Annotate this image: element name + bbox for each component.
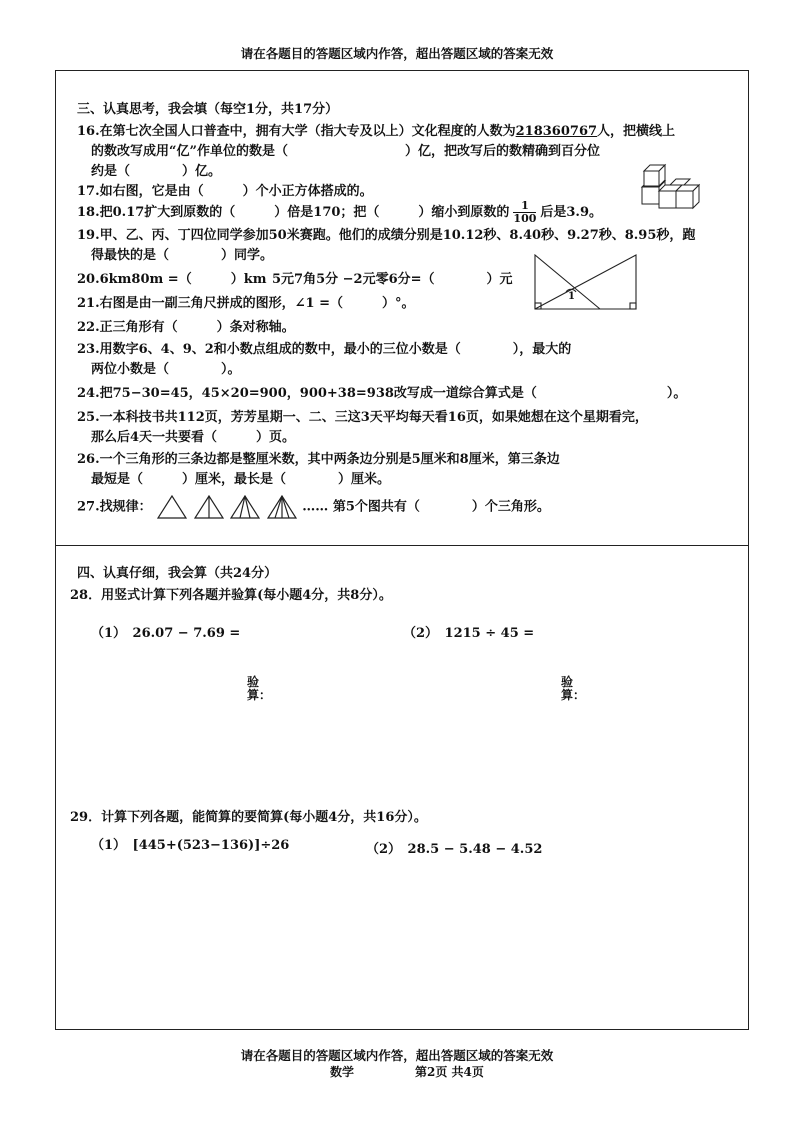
q29-title: 29．计算下列各题，能简算的要简算(每小题4分，共16分）。 xyxy=(70,810,427,825)
q25-line2: 那么后4天一共要看（ ）页。 xyxy=(91,430,296,445)
q16-line3: 约是（ ）亿。 xyxy=(91,164,222,179)
q20-part-b: 5元7角5分 −2元零6分=（ ）元 xyxy=(272,272,513,287)
q19-line2: 得最快的是（ ）同学。 xyxy=(91,248,274,263)
q29-part1: （1） [445+(523−136)]÷26 xyxy=(91,838,290,853)
q23-line1: 23.用数字6、4、9、2和小数点组成的数中，最小的三位小数是（ ），最大的 xyxy=(77,342,572,357)
section4-title: 四、认真仔细，我会算（共24分） xyxy=(77,566,278,581)
q26-line1: 26.一个三角形的三条边都是整厘米数，其中两条边分别是5厘米和8厘米，第三条边 xyxy=(77,452,560,467)
q18: 18.把0.17扩大到原数的（ ）倍是170；把（ ）缩小到原数的 $\frac{1}{100}$ 后是3.9。 xyxy=(77,199,603,225)
q26-line2: 最短是（ ）厘米，最长是（ ）厘米。 xyxy=(91,472,391,487)
q16-line2: 的数改写成用“亿”作单位的数是（ ）亿，把改写后的数精确到百分位 xyxy=(91,144,600,159)
q17: 17.如右图，它是由（ ）个小正方体搭成的。 xyxy=(77,184,373,199)
q28-part2: （2） 1215 ÷ 45 = xyxy=(403,626,535,641)
q20-part-a: 20.6km80m =（ ）km xyxy=(77,272,267,287)
q23-line2: 两位小数是（ ）。 xyxy=(91,362,241,377)
footer-subject: 数学 xyxy=(330,1065,355,1079)
q29-part2: （2） 28.5 − 5.48 − 4.52 xyxy=(366,842,543,857)
check-label-2: 验算： xyxy=(561,675,586,702)
q28-part1: （1） 26.07 − 7.69 = xyxy=(91,626,241,641)
q25-line1: 25.一本科技书共112页，芳芳星期一、二、三这3天平均每天看16页，如果她想在这个星期看完， xyxy=(77,410,648,425)
triangle-rulers-figure xyxy=(532,252,642,312)
q28-title: 28．用竖式计算下列各题并验算(每小题4分，共8分）。 xyxy=(70,588,392,603)
fraction-denominator: 100 xyxy=(513,212,537,225)
q19-line1: 19.甲、乙、丙、丁四位同学参加50米赛跑。他们的成绩分别是10.12秒、8.40秒、9.27秒、8.95秒，跑 xyxy=(77,228,696,243)
page-header-notice: 请在各题目的答题区域内作答，超出答题区域的答案无效 xyxy=(240,46,554,61)
section3-title: 三、认真思考，我会填（每空1分，共17分） xyxy=(77,102,339,117)
q21: 21.右图是由一副三角尺拼成的图形，∠1 =（ ）°。 xyxy=(77,296,415,311)
page-footer-notice: 请在各题目的答题区域内作答，超出答题区域的答案无效 xyxy=(240,1048,554,1063)
q16-line1: 16.在第七次全国人口普查中，拥有大学（指大专及以上）文化程度的人数为218360767人，把横线上 xyxy=(77,124,676,139)
footer-page-number: 第2页 共4页 xyxy=(415,1065,484,1079)
q22: 22.正三角形有（ ）条对称轴。 xyxy=(77,320,295,335)
section-divider xyxy=(55,545,749,546)
fraction-numerator: 1 xyxy=(513,200,536,213)
pattern-triangle-2 xyxy=(193,494,225,520)
q27: 27.找规律： …… 第5个图共有（ ）个三角形。 xyxy=(77,494,550,520)
cube-stack-figure xyxy=(640,163,700,215)
angle-1-label: 1 xyxy=(568,291,575,302)
pattern-triangle-1 xyxy=(156,494,188,520)
pattern-triangle-3 xyxy=(229,494,261,520)
check-label-1: 验算： xyxy=(247,675,272,702)
pattern-triangle-4 xyxy=(266,494,298,520)
q24: 24.把75−30=45，45×20=900，900+38=938改写成一道综合算式是（ ）。 xyxy=(77,386,687,401)
